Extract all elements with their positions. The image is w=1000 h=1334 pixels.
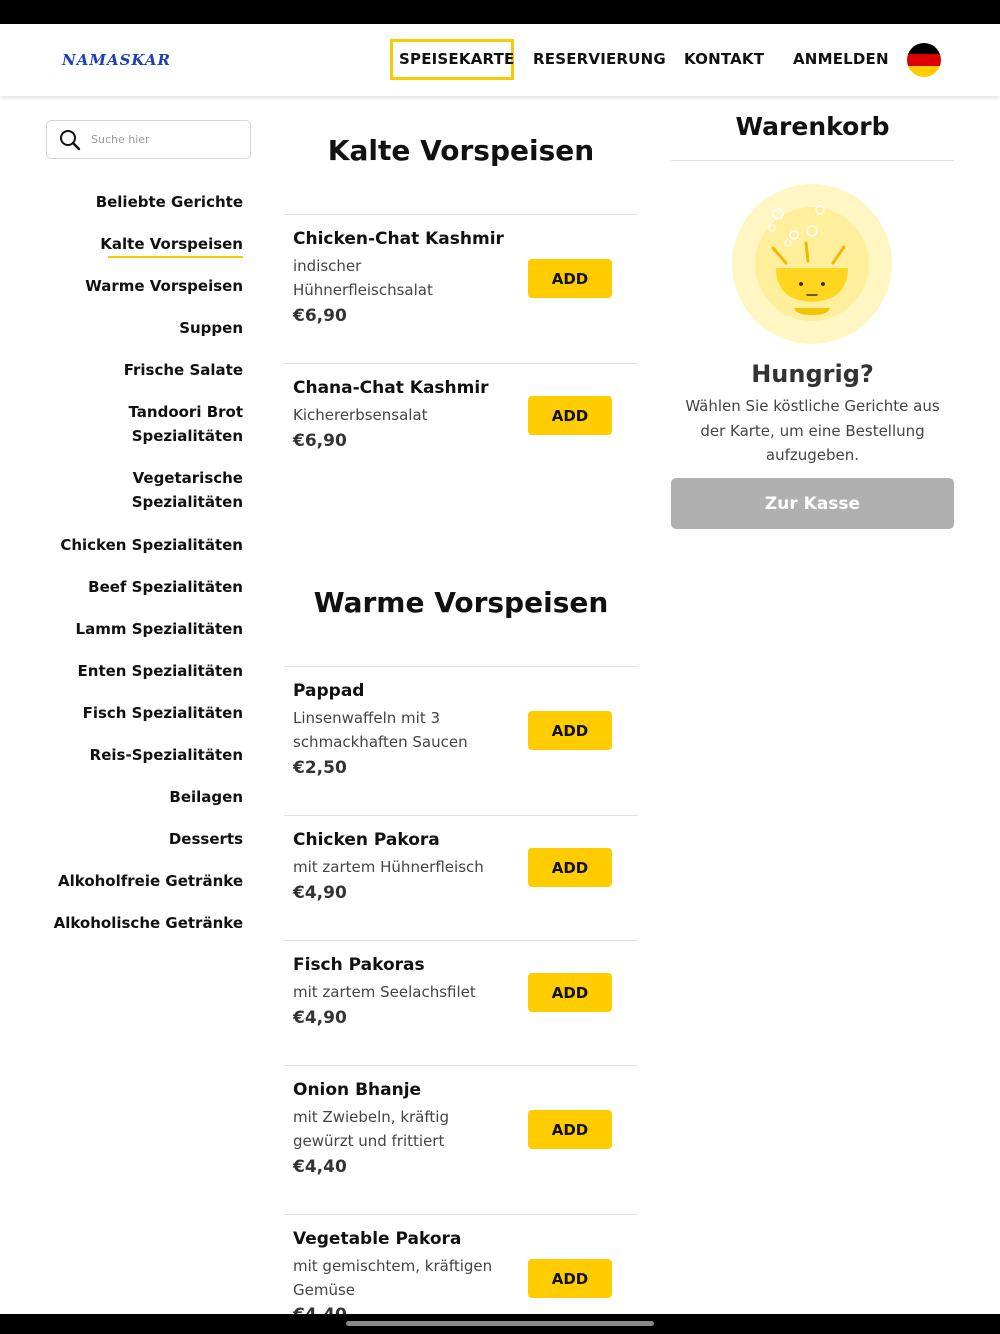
- menu-item-desc: mit Zwiebeln, kräftig gewürzt und frittiert: [293, 1108, 449, 1150]
- add-button[interactable]: ADD: [528, 711, 612, 750]
- add-button[interactable]: ADD: [528, 973, 612, 1012]
- nav-kontakt[interactable]: KONTAKT: [684, 50, 765, 68]
- menu-item-desc: mit gemischtem, kräftigen Gemüse: [293, 1257, 493, 1299]
- menu-item-name: Onion Bhanje: [293, 1080, 422, 1100]
- search-input[interactable]: [46, 120, 251, 159]
- cart-title: Warenkorb: [735, 112, 890, 141]
- menu-item-price: €6,90: [293, 306, 347, 326]
- checkout-button[interactable]: Zur Kasse: [671, 478, 954, 529]
- divider: [671, 160, 954, 161]
- add-button[interactable]: ADD: [528, 1259, 612, 1298]
- category-kalte-vorspeisen[interactable]: Kalte Vorspeisen: [100, 235, 243, 253]
- category-beef[interactable]: Beef Spezialitäten: [88, 578, 243, 596]
- menu-item-desc: mit zartem Hühnerfleisch: [293, 858, 484, 876]
- add-button[interactable]: ADD: [528, 848, 612, 887]
- menu-item-name: Pappad: [293, 681, 365, 701]
- category-reis[interactable]: Reis-Spezialitäten: [89, 746, 243, 764]
- menu-item-name: Chicken-Chat Kashmir: [293, 229, 504, 249]
- divider: [284, 1214, 638, 1215]
- empty-cart-title: Hungrig?: [751, 360, 874, 388]
- menu-item-price: €4,40: [293, 1157, 347, 1177]
- category-alkoholische-getraenke[interactable]: Alkoholische Getränke: [53, 914, 243, 932]
- category-enten[interactable]: Enten Spezialitäten: [77, 662, 243, 680]
- search-icon: [59, 129, 81, 151]
- top-navigation: [0, 24, 1000, 96]
- menu-item-price: €4,90: [293, 883, 347, 903]
- category-lamm[interactable]: Lamm Spezialitäten: [75, 620, 243, 638]
- nav-speisekarte[interactable]: SPEISEKARTE: [399, 50, 515, 68]
- brand-logo[interactable]: NAMASKAR: [62, 51, 171, 69]
- menu-item-price: €2,50: [293, 758, 347, 778]
- category-tandoori-brot[interactable]: Tandoori Brot Spezialitäten: [128, 403, 243, 445]
- category-suppen[interactable]: Suppen: [179, 319, 243, 337]
- category-desserts[interactable]: Desserts: [168, 830, 243, 848]
- divider: [284, 214, 638, 215]
- category-vegetarische[interactable]: Vegetarische Spezialitäten: [131, 469, 243, 511]
- category-frische-salate[interactable]: Frische Salate: [123, 361, 243, 379]
- menu-item-name: Chicken Pakora: [293, 830, 440, 850]
- nav-reservierung[interactable]: RESERVIERUNG: [533, 50, 666, 68]
- menu-item-desc: mit zartem Seelachsfilet: [293, 983, 476, 1001]
- menu-item-name: Fisch Pakoras: [293, 955, 425, 975]
- category-beliebte-gerichte[interactable]: Beliebte Gerichte: [95, 193, 243, 211]
- divider: [284, 363, 638, 364]
- category-alkoholfreie-getraenke[interactable]: Alkoholfreie Getränke: [58, 872, 243, 890]
- empty-bowl-icon: [732, 184, 892, 344]
- add-button[interactable]: ADD: [528, 259, 612, 298]
- menu-item-desc: Kichererbsensalat: [293, 406, 428, 424]
- category-beilagen[interactable]: Beilagen: [169, 788, 243, 806]
- menu-item-name: Chana-Chat Kashmir: [293, 378, 489, 398]
- category-warme-vorspeisen[interactable]: Warme Vorspeisen: [85, 277, 243, 295]
- menu-item-name: Vegetable Pakora: [293, 1229, 462, 1249]
- empty-cart-text: Wählen Sie köstliche Gerichte aus der Karte, um eine Bestellung aufzugeben.: [685, 397, 940, 464]
- category-fisch[interactable]: Fisch Spezialitäten: [82, 704, 243, 722]
- section-title: Warme Vorspeisen: [313, 586, 609, 619]
- menu-item-price: €4,90: [293, 1008, 347, 1028]
- active-category-underline: [108, 256, 243, 258]
- category-chicken[interactable]: Chicken Spezialitäten: [60, 536, 243, 554]
- divider: [284, 815, 638, 816]
- menu-item-price: €6,90: [293, 431, 347, 451]
- add-button[interactable]: ADD: [528, 1110, 612, 1149]
- section-title: Kalte Vorspeisen: [327, 134, 595, 167]
- status-bar: [0, 0, 1000, 24]
- menu-item-desc: indischer Hühnerfleischsalat: [293, 257, 433, 299]
- add-button[interactable]: ADD: [528, 396, 612, 435]
- nav-anmelden[interactable]: ANMELDEN: [793, 50, 889, 68]
- home-indicator[interactable]: [346, 1321, 654, 1326]
- divider: [284, 1065, 638, 1066]
- divider: [284, 666, 638, 667]
- divider: [284, 940, 638, 941]
- search-placeholder: Suche hier: [91, 133, 150, 146]
- german-flag-icon[interactable]: [907, 43, 941, 77]
- menu-item-desc: Linsenwaffeln mit 3 schmackhaften Saucen: [293, 709, 468, 751]
